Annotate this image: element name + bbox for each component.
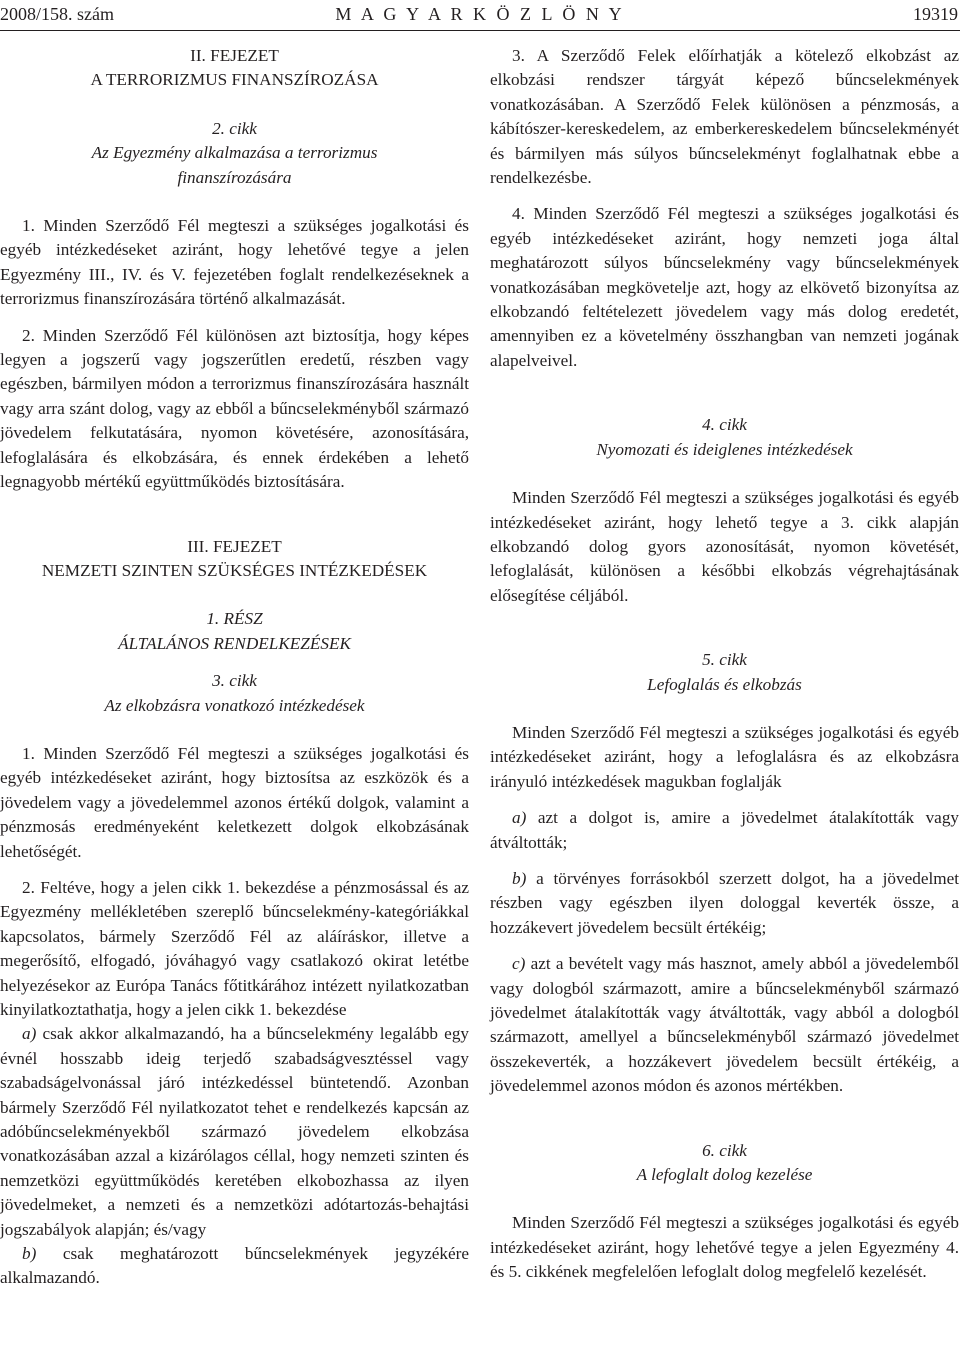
article-5-item-a	[490, 806, 959, 855]
art5-item-a-text: azt a dolgot is, amire a jövedelmet átalakították vagy átváltották;	[490, 808, 960, 852]
article-5-title: Lefoglalás és elkobzás	[647, 674, 802, 694]
publication-title: M A G Y A R K Ö Z L Ö N Y	[335, 4, 625, 24]
art5-item-b-text: a törvényes forrásokból szerzett dolgot, ha a jövedelmet részben vagy egészben ilyen dologgal keverték össze, a hozzákevert jövedelem becsült értékéig;	[490, 868, 960, 937]
article-3-paragraph-3: 3. A Szerződő Felek előírhatják a kötelező elkobzást az elkobzási rendszer tárgyát képező bűncselekmények vonatkozásában. A Szerződő Felek különösen a pénzmosás, a kábítószer-kereskedelem, az emberkereskedelem bűncselekményét és bármilyen más súlyos bűncselekményt foglalhatnak ebbe a rendelkezésbe.	[490, 46, 959, 188]
left-column	[0, 44, 469, 1291]
chapter-2-subtitle: A TERRORIZMUS FINANSZÍROZÁSA	[90, 70, 379, 90]
art5-item-a-label: a)	[512, 808, 527, 828]
chapter-3-subtitle: NEMZETI SZINTEN SZÜKSÉGES INTÉZKEDÉSEK	[41, 560, 428, 580]
article-5-number: 5. cikk	[702, 650, 747, 670]
article-6-paragraph: Minden Szerződő Fél megteszi a szükséges jogalkotási és egyéb intézkedéseket aziránt, hogy lehetővé tegye a jelen Egyezmény 4. és 5. cikkének megfelelően lefoglalt dolog megfelelő kezelését.	[490, 1213, 959, 1282]
art5-item-c-text: azt a bevételt vagy más hasznot, amely abból a jövedelemből vagy dologból származott, amire a bűncselekményből származó jövedelmet átalakították vagy átváltották, vagy abból a dologból származott, amellyel a bűncselekményből származó jövedelmet összekeverték, a hozzákevert jövedelem becsült értékéig, a jövedelemmel azonos módon és azonos mértékben.	[490, 954, 959, 1096]
item-b-label: b)	[22, 1244, 37, 1264]
article-6-number: 6. cikk	[702, 1140, 747, 1160]
article-3-title: Az elkobzásra vonatkozó intézkedések	[104, 695, 365, 715]
art5-item-c-label: c)	[512, 954, 526, 974]
article-4-number: 4. cikk	[702, 415, 747, 435]
article-6-title: A lefoglalt dolog kezelése	[636, 1165, 813, 1185]
article-3-paragraph-2: 2. Feltéve, hogy a jelen cikk 1. bekezdése a pénzmosással és az Egyezmény mellékletében szereplő bűncselekmény-kategóriákkal kapcsolatos, bármely Szerződő Fél az aláíráskor, illetve a megerősítő, elfogadó, jóváhagyó vagy csatlakozó okirat letétbe helyezésekor az Európa Tanács főtitkárához intézett nyilatkozatban kinyilatkoztathatja, hogy a jelen cikk 1. bekezdése	[0, 877, 469, 1019]
issue-number: 2008/158. szám	[0, 4, 114, 24]
item-a-label: a)	[22, 1024, 37, 1044]
article-2-title: Az Egyezmény alkalmazása a terrorizmus finanszírozására	[91, 143, 378, 187]
art5-item-b-label: b)	[512, 868, 527, 888]
page-header	[0, 0, 960, 31]
article-3-item-b	[0, 1242, 469, 1291]
chapter-2-title: II. FEJEZET	[190, 46, 279, 65]
chapter-3-title: III. FEJEZET	[187, 536, 282, 556]
page-number: 19319	[913, 4, 958, 24]
article-5-item-b	[490, 867, 959, 940]
article-3-paragraph-1: 1. Minden Szerződő Fél megteszi a szükséges jogalkotási és egyéb intézkedéseket aziránt, hogy biztosítsa az eszközök és a jövedelem vagy a jövedelemmel azonos értékű dolgok, valamint a pénzmosás eredményeként keletkezett dolgok elkobzásának lehetőségét.	[0, 743, 469, 861]
article-3-paragraph-4: 4. Minden Szerződő Fél megteszi a szükséges jogalkotási és egyéb intézkedéseket aziránt, hogy nemzeti joga által meghatározott súlyos bűncselekmény vagy bűncselekmények vonatkozásában megkövetelje azt, hogy az elkövető bizonyítsa az elkobzandó feltételezett jövedelem vagy más dolog eredetét, amennyiben ez a követelmény összhangban van nemzeti jogának alapelveivel.	[490, 204, 959, 370]
part-1-title: ÁLTALÁNOS RENDELKEZÉSEK	[118, 633, 351, 653]
article-2-number: 2. cikk	[212, 118, 257, 138]
item-a-text: csak akkor alkalmazandó, ha a bűncselekmény legalább egy évnél hosszabb ideig terjedő szabadságvesztéssel vagy szabadságelvonással járó intézkedéssel büntetendő. Azonban bármely Szerződő Fél nyilatkozatot tehet e rendelkezés kapcsán az adóbűncselekményekből származó jövedelem elkobzása vonatkozásában azzal a kizárólagos céllal, hogy nemzeti szinten és nemzetközi együttműködés keretében elkobozhassa az ilyen jövedelmeket, a nemzeti és a nemzetközi adótartozás-behajtási jogszabályok alapján; és/vagy	[0, 1024, 470, 1239]
part-1-number: 1. RÉSZ	[206, 609, 263, 629]
article-2-paragraph-2: 2. Minden Szerződő Fél különösen azt biztosítja, hogy képes legyen a jogszerű vagy jogszerűtlen eredetű, részben vagy egészben, bármilyen módon a terrorizmus finanszírozására használt vagy arra szánt dolog, vagy az ebből a bűncselekményből származó jövedelem felkutatására, nyomon követésére, azonosítására, lefoglalására és elkobzására, és ennek érdekében a lehető legnagyobb mértékű együttműködés biztosítására.	[0, 325, 469, 492]
article-3-item-a	[0, 1022, 469, 1242]
article-3-number: 3. cikk	[212, 671, 257, 691]
article-5-paragraph: Minden Szerződő Fél megteszi a szükséges jogalkotási és egyéb intézkedéseket aziránt, hogy a lefoglalásra és az elkobzásra irányuló intézkedések magukban foglalják	[490, 722, 959, 791]
article-5-item-c	[490, 952, 959, 1098]
right-column	[490, 44, 959, 1285]
article-4-title: Nyomozati és ideiglenes intézkedések	[596, 439, 853, 459]
item-b-text: csak meghatározott bűncselekmények jegyzékére alkalmazandó.	[0, 1244, 470, 1288]
article-4-paragraph: Minden Szerződő Fél megteszi a szükséges jogalkotási és egyéb intézkedéseket aziránt, hogy lehető tegye a 3. cikk alapján elkobzandó dolog gyors azonosítását, nyomon követését, lefoglalását, különösen a későbbi elkobzás végrehajtásának elősegítése céljából.	[490, 488, 959, 605]
article-2-paragraph-1: 1. Minden Szerződő Fél megteszi a szükséges jogalkotási és egyéb intézkedéseket aziránt, hogy lehetővé tegye a jelen Egyezmény III., IV. és V. fejezetében foglalt rendelkezéseknek a terrorizmus finanszírozására történő alkalmazását.	[0, 216, 469, 309]
